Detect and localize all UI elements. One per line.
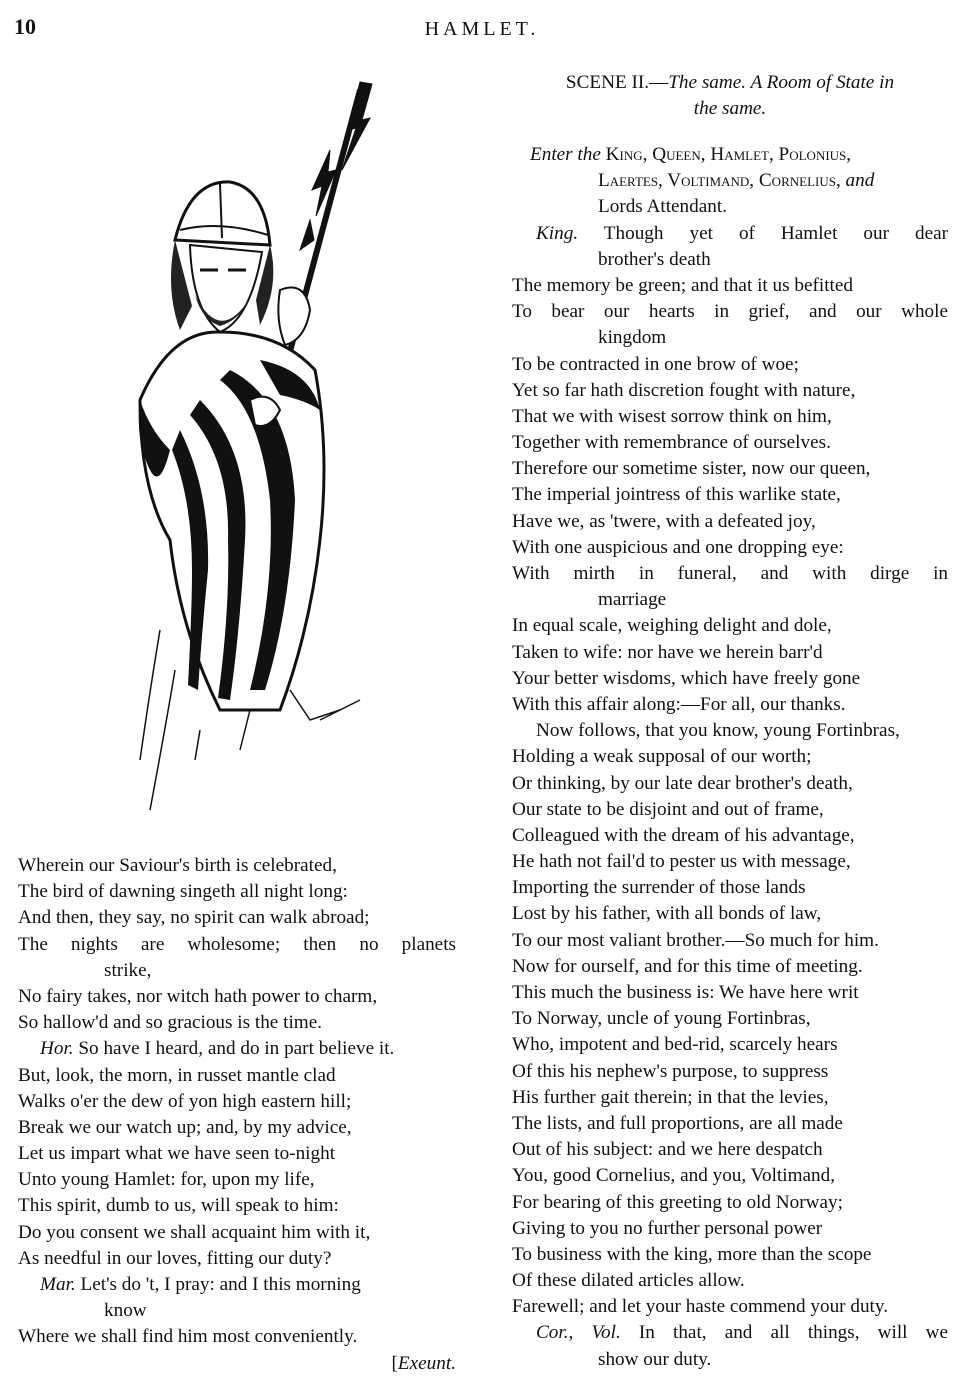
speaker-hor: Hor. — [40, 1038, 74, 1060]
verse-line: This spirit, dumb to us, will speak to him: — [18, 1195, 339, 1217]
verse-line: The imperial jointress of this warlike state, — [512, 484, 841, 506]
verse-line: To our most valiant brother.—So much for him. — [512, 929, 879, 951]
speech-hor — [18, 1036, 456, 1062]
verse-line: Do you consent we shall acquaint him with it, — [18, 1221, 371, 1243]
verse-line: Yet so far hath discretion fought with nature, — [512, 379, 856, 401]
verse-line: The bird of dawning singeth all night long: — [18, 881, 348, 903]
verse-line: Importing the surrender of those lands — [512, 877, 806, 899]
verse-line: To Norway, uncle of young Fortinbras, — [512, 1008, 811, 1030]
verse-line: To be contracted in one brow of woe; — [512, 353, 799, 375]
verse-line: Therefore our sometime sister, now our queen, — [512, 458, 871, 480]
verse-line: kingdom — [598, 327, 667, 349]
left-column — [18, 853, 456, 1377]
verse-line: Together with remembrance of ourselves. — [512, 432, 831, 454]
verse-line: This much the business is: We have here writ — [512, 982, 859, 1003]
verse-line: Our state to be disjoint and out of frame, — [512, 798, 824, 820]
verse-line: Of these dilated articles allow. — [512, 1270, 745, 1292]
verse-line: So hallow'd and so gracious is the time. — [18, 1012, 323, 1034]
verse-line: For bearing of this greeting to old Norway; — [512, 1191, 843, 1213]
verse-line: Now follows, that you know, young Fortinbras, — [536, 720, 900, 742]
stage-direction-enter: Lords Attendant. — [598, 196, 727, 218]
verse-line: With one auspicious and one dropping eye: — [512, 536, 844, 558]
verse-line: Holding a weak supposal of our worth; — [512, 746, 812, 768]
verse-line: Now for ourself, and for this time of meeting. — [512, 955, 863, 977]
verse-line: Of this his nephew's purpose, to suppress — [512, 1060, 829, 1082]
verse-line: Have we, as 'twere, with a defeated joy, — [512, 510, 816, 532]
verse-line: Where we shall find him most conveniently. — [18, 1326, 358, 1348]
verse-line: Taken to wife: nor have we herein barr'd — [512, 641, 823, 663]
verse-line: The memory be green; and that it us befitted — [512, 274, 853, 296]
verse-line: With this affair along:—For all, our thanks. — [512, 693, 846, 715]
verse-line: The lists, and full proportions, are all made — [512, 1112, 843, 1134]
verse-line: Or thinking, by our late dear brother's death, — [512, 772, 853, 794]
verse-line: So have I heard, and do in part believe it. — [78, 1038, 395, 1060]
verse-line: Colleagued with the dream of his advantage, — [512, 824, 855, 846]
hand — [278, 288, 310, 346]
page-number: 10 — [14, 14, 36, 39]
verse-line: Farewell; and let your haste commend your duty. — [512, 1296, 889, 1318]
verse-line: strike, — [104, 959, 152, 981]
cloak — [139, 332, 324, 710]
stage-direction-enter: Enter the King, Queen, Hamlet, Polonius, — [530, 144, 852, 165]
scene-heading-cont: the same. — [693, 98, 767, 119]
verse-line: Walks o'er the dew of yon high eastern hill; — [18, 1090, 352, 1112]
verse-line: Lost by his father, with all bonds of law, — [512, 903, 822, 925]
ghost-illustration — [80, 70, 460, 830]
verse-line: Break we our watch up; and, by my advice, — [18, 1116, 352, 1138]
helmet-icon — [175, 182, 270, 245]
verse-line: In equal scale, weighing delight and dole, — [512, 615, 832, 637]
verse-line: Wherein our Saviour's birth is celebrated, — [18, 855, 337, 876]
verse-line: The nights are wholesome; then no planets — [18, 933, 456, 955]
verse-line: show our duty. — [598, 1348, 712, 1370]
verse-line: Giving to you no further personal power — [512, 1217, 823, 1239]
verse-line: Out of his subject: and we here despatch — [512, 1139, 823, 1161]
verse-line: To bear our hearts in grief, and our whole — [512, 301, 948, 323]
verse-line: With mirth in funeral, and with dirge in — [512, 563, 948, 584]
verse-line: No fairy takes, nor witch hath power to charm, — [18, 985, 378, 1007]
verse-line: Let us impart what we have seen to-night — [18, 1143, 336, 1165]
face — [190, 245, 262, 332]
scene-heading: SCENE II.—The same. A Room of State in — [565, 72, 895, 93]
verse-line: He hath not fail'd to pester us with message, — [512, 851, 851, 873]
verse-line: But, look, the morn, in russet mantle clad — [18, 1064, 336, 1086]
speech-king: King. Though yet of Hamlet our dear — [536, 222, 949, 244]
right-column — [512, 70, 948, 1373]
verse-line: know — [104, 1300, 147, 1322]
verse-line: As needful in our loves, fitting our duty? — [18, 1247, 332, 1269]
verse-line: Your better wisdoms, which have freely gone — [512, 667, 861, 689]
verse-line: Who, impotent and bed-rid, scarcely hears — [512, 1034, 838, 1056]
speaker-mar: Mar. — [40, 1274, 76, 1295]
stage-direction-enter: Laertes, Voltimand, Cornelius, and — [598, 170, 875, 192]
verse-line: You, good Cornelius, and you, Voltimand, — [512, 1165, 836, 1187]
speech-mar — [18, 1272, 456, 1298]
verse-line: His further gait therein; in that the levies, — [512, 1086, 829, 1108]
running-title: HAMLET. — [424, 18, 540, 40]
verse-line: That we with wisest sorrow think on him, — [512, 405, 832, 427]
verse-line: Unto young Hamlet: for, upon my life, — [18, 1169, 315, 1191]
speech-cor-vol: Cor., Vol. In that, and all things, will we — [536, 1322, 948, 1344]
verse-line: marriage — [598, 589, 667, 611]
verse-line: And then, they say, no spirit can walk abroad; — [18, 907, 370, 929]
stage-direction-exeunt: [Exeunt. — [391, 1352, 456, 1374]
verse-line: To business with the king, more than the scope — [512, 1243, 872, 1265]
verse-line: Let's do 't, I pray: and I this morning — [80, 1274, 361, 1295]
verse-line: brother's death — [598, 248, 711, 270]
